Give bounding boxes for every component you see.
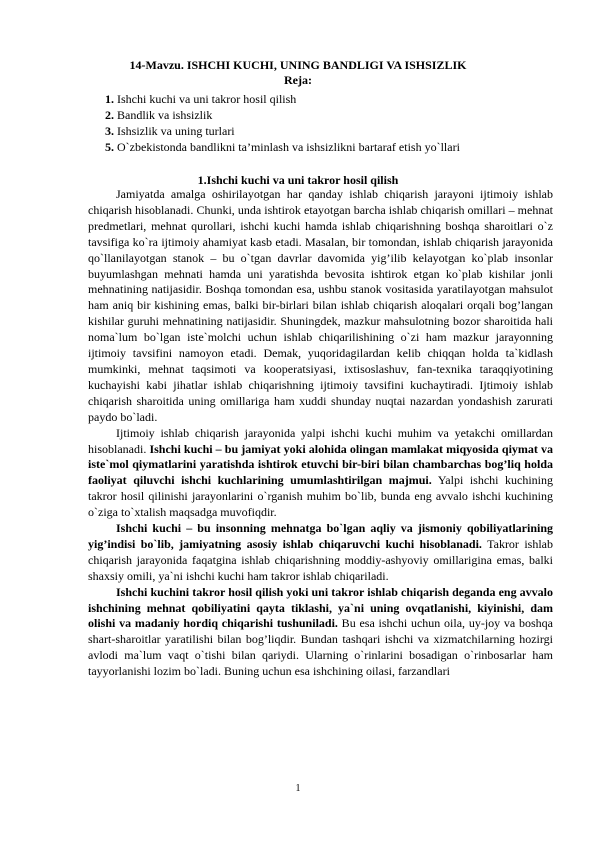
plan-item-number: 5. [105, 140, 114, 154]
plan-item-text: Ishchi kuchi va uni takror hosil qilish [114, 92, 297, 106]
paragraph-text: Ijtimoiy ishlab chiqarish jarayonida yalpi ishchi kuchi muhim va yetakchi omillardan hisoblanadi. [88, 425, 553, 456]
section-title: 1.Ishchi kuchi va uni takror hosil qilish [197, 173, 399, 187]
paragraph [88, 585, 553, 680]
paragraph-text: Yalpi ishchi kuchining takror hosil qilinishi jarayonlarini o`rganish muhim bo`lib, bunda eng avvalo ishchi kuchining o`ziga to`xtalish maqsadga muvofiqdir. [88, 473, 554, 520]
paragraph-text: Jamiyatda amalga oshirilayotgan har qanday ishlab chiqarish jarayoni ijtimoiy ishlab chiqarish hisoblanadi. Chunki, unda ishtirok etayotgan barcha ishlab chiqarish omillari – mehnat predmetlari, mehnat qurollari, ishchi kuchi hamda ishlab chiqarishning boshqa sharoitlari o`z tavsifiga ko`ra ijtimoiy ahamiyat kasb etadi. Masalan, bir tomondan, ishlab chiqarish jarayonida qo`llanilayotgan stanok – bu o`tgan davrlar davomida yig’ilib kelayotgan ko`plab insonlar buyumlashgan mehnati hamda uni yaratishda bevosita ishtirok etgan ko`plab kishilar jonli mehnatining natijasidir. Boshqa tomondan esa, ushbu stanok vositasida yaratilayotgan mahsulot ham aniq bir kishining emas, balki bir-birlari bilan ishlab chiqarish aloqalari orqali bog’langan kishilar guruhi mehnatining natijasidir. Shuningdek, mazkur mahsulotning bozor sharoitida hali noma`lum bo`lgan iste`molchi uchun ishlab chiqarilishining o`zi ham mazkur jarayonning ijtimoiy tavsifini namoyon etadi. Demak, yuqoridagilardan kelib chiqqan holda ta`kidlash mumkinki, mehnat taqsimoti va kooperatsiyasi, ixtisoslashuv, fan-texnika taraqqiyotining kuchayishi kabi jihatlar ishlab chiqarishning ijtimoiy tavsifini kuchaytiradi. Ijtimoiy ishlab chiqarish sharoitida uning omillariga ham xuddi shunday nuqtai nazardan yondashish zarurati paydo bo`ladi. [88, 187, 553, 424]
page-number: 1 [295, 783, 301, 794]
plan-item-text: Ishsizlik va uning turlari [114, 124, 235, 138]
definition-text: Ishchi kuchi – bu insonning mehnatga bo`lgan aqliy va jismoniy qobiliyatlarining yig’indisi bo`lib, jamiyatning asosiy ishlab chiqaruvchi kuchi hisoblanadi. [88, 521, 553, 551]
plan-item-number: 3. [105, 124, 114, 138]
document-title: 14-Mavzu. ISHCHI KUCHI, UNING BANDLIGI VA ISHSIZLIK [129, 58, 467, 72]
plan-list [105, 91, 460, 155]
plan-item [105, 107, 460, 123]
paragraph [88, 521, 553, 585]
body-text [88, 187, 553, 680]
definition-text: Ishchi kuchi – bu jamiyat yoki alohida olingan mamlakat miqyosida qiymat va iste`mol qiymatlarini yaratishda ishtirok etuvchi bir-biri bilan chambarchas bog’liq holda faoliyat qiluvchi ishchi kuchlarining umumlashtirilgan majmui. [88, 441, 553, 488]
plan-heading: Reja: [284, 73, 312, 87]
paragraph-text: Takror ishlab chiqarish jarayonida faqatgina ishlab chiqarishning moddiy-ashyoviy omillarigina emas, balki shaxsiy omili, ya`ni ishchi kuchi ham takror ishlab chiqariladi. [88, 536, 553, 583]
plan-item [105, 123, 460, 139]
plan-item-text: Bandlik va ishsizlik [114, 108, 213, 122]
paragraph [88, 426, 553, 521]
plan-item [105, 139, 460, 155]
plan-item-number: 2. [105, 108, 114, 122]
plan-item-number: 1. [105, 92, 114, 106]
paragraph-text: Bu esa ishchi uchun oila, uy-joy va boshqa shart-sharoitlar yaratilishi bilan bog’liqdir. Bundan tashqari ishchi va xizmatchilarning hozirgi avlodi ma`lum vaqt o`tishi bilan qariydi. Ularning o`rinlarini bosadigan o`rinbosarlar ham tayyorlanishi lozim bo`ladi. Buning uchun esa ishchining oilasi, farzandlari [88, 616, 554, 679]
definition-text: Ishchi kuchini takror hosil qilish yoki uni takror ishlab chiqarish deganda eng avvalo ishchining mehnat qobiliyatini qayta tiklashi, ya`ni uning ovqatlanishi, kiyinishi, dam olishi va madaniy hordiq chiqarishi tushuniladi. [88, 584, 553, 631]
plan-item [105, 91, 460, 107]
plan-item-text: O`zbekistonda bandlikni ta’minlash va ishsizlikni bartaraf etish yo`llari [114, 140, 460, 154]
paragraph [88, 187, 553, 426]
